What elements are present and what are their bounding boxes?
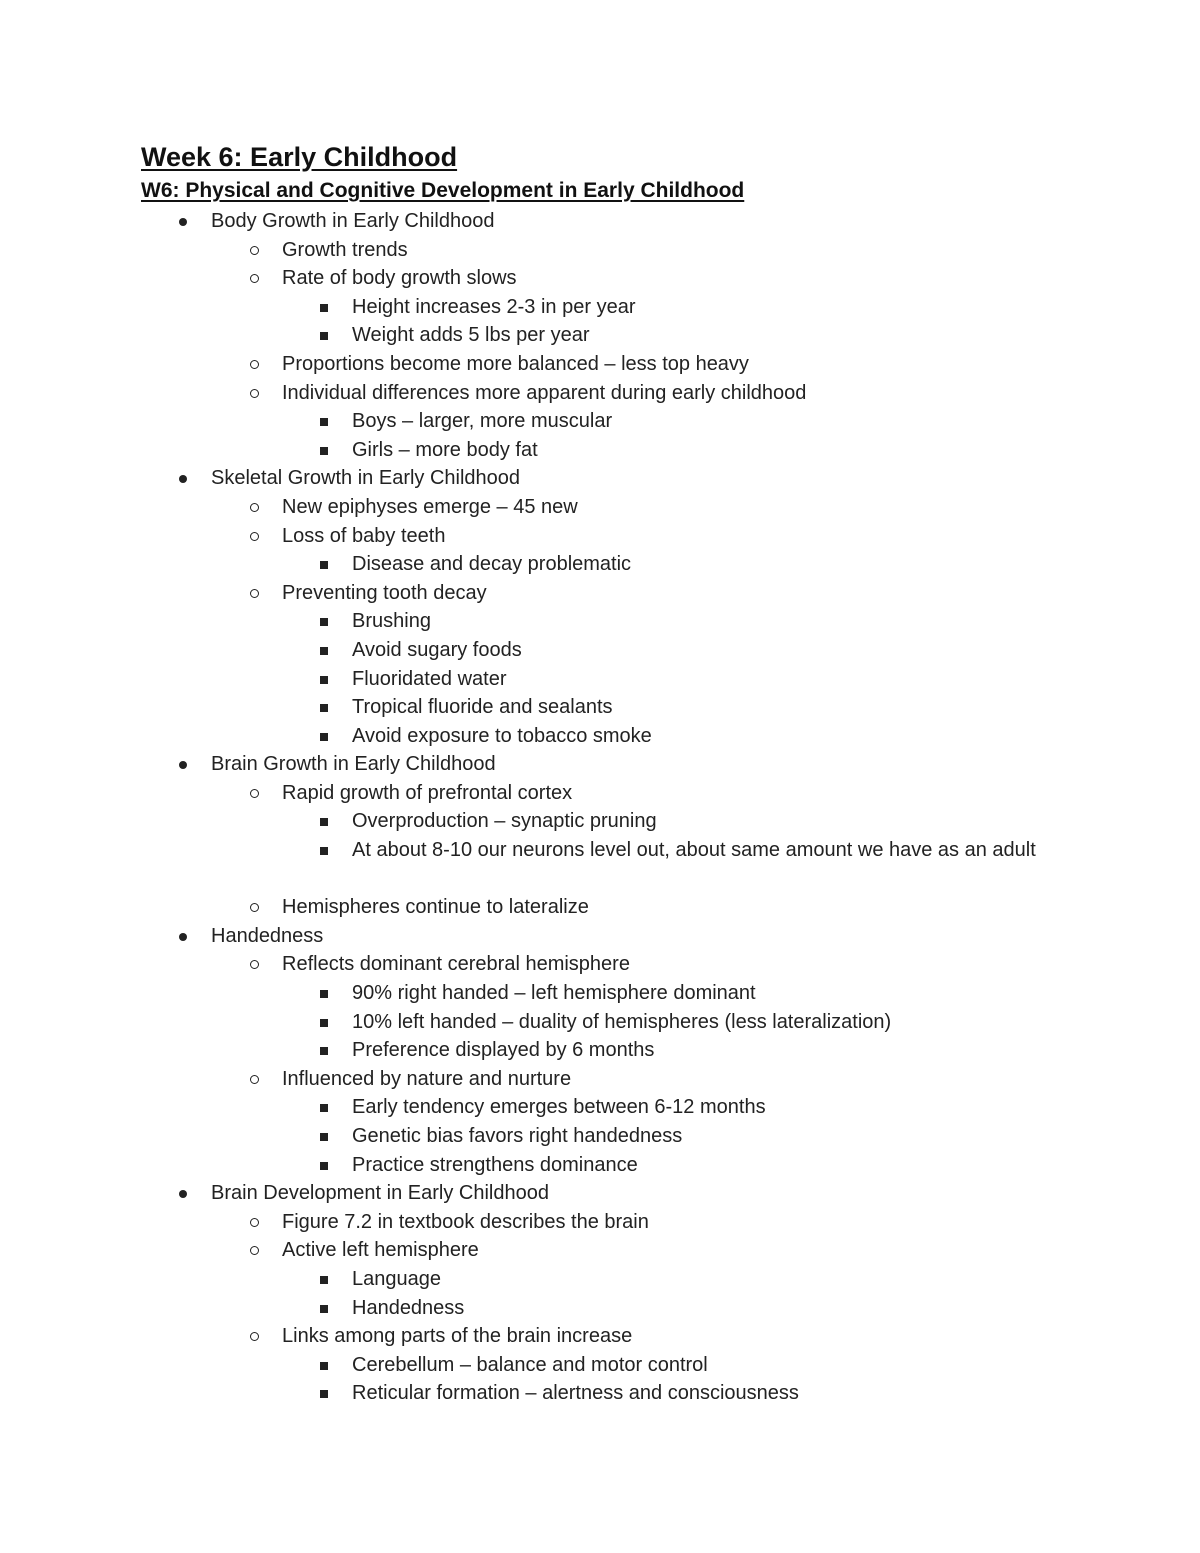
- outline-item-text: Brain Growth in Early Childhood: [211, 753, 496, 776]
- outline-item-level-2: [0, 636, 1200, 665]
- outline-item-text: Loss of baby teeth: [282, 524, 446, 547]
- outline-item-level-1: [0, 1208, 1200, 1237]
- circle-bullet-icon: [249, 379, 269, 408]
- outline-item-level-1: [0, 379, 1200, 408]
- outline-item-level-2: [0, 1008, 1200, 1037]
- outline-item-text: Weight adds 5 lbs per year: [352, 324, 590, 347]
- outline-item-text: Skeletal Growth in Early Childhood: [211, 467, 521, 490]
- outline-item-text: Girls – more body fat: [352, 438, 538, 461]
- document-title: Week 6: Early Childhood: [141, 142, 458, 172]
- circle-bullet-icon: [249, 264, 269, 293]
- outline-item-level-2: [0, 1151, 1200, 1180]
- document-subtitle: W6: Physical and Cognitive Development in Early Childhood: [141, 179, 745, 202]
- outline-item-text: Handedness: [352, 1296, 465, 1319]
- square-bullet-icon: [318, 979, 338, 1008]
- outline-item-level-0: [0, 922, 1200, 951]
- outline-item-text: Tropical fluoride and sealants: [352, 696, 613, 719]
- outline-item-level-0: [0, 750, 1200, 779]
- square-bullet-icon: [318, 665, 338, 694]
- outline-item-level-2: [0, 293, 1200, 322]
- outline-item-text: Influenced by nature and nurture: [282, 1067, 572, 1090]
- outline-item-level-1: [0, 779, 1200, 808]
- square-bullet-icon: [318, 407, 338, 436]
- circle-bullet-icon: [249, 779, 269, 808]
- outline-item-text: Early tendency emerges between 6-12 months: [352, 1096, 766, 1119]
- square-bullet-icon: [318, 836, 338, 865]
- outline-item-level-2: [0, 407, 1200, 436]
- outline-item-text: Body Growth in Early Childhood: [211, 210, 495, 232]
- outline-item-level-1: [0, 264, 1200, 293]
- outline-item-text: New epiphyses emerge – 45 new: [282, 495, 578, 518]
- circle-bullet-icon: [249, 522, 269, 551]
- outline-item-text: Language: [352, 1267, 441, 1290]
- square-bullet-icon: [318, 550, 338, 579]
- outline-item-text: Figure 7.2 in textbook describes the brain: [282, 1210, 649, 1233]
- outline-item-level-2: [0, 1036, 1200, 1065]
- outline-item-text: Practice strengthens dominance: [352, 1153, 638, 1176]
- outline-item-text: Rate of body growth slows: [282, 267, 517, 290]
- bulleted-outline: [0, 207, 1200, 1408]
- outline-item-level-2: [0, 321, 1200, 350]
- disc-bullet-icon: [177, 922, 197, 951]
- circle-bullet-icon: [249, 1065, 269, 1094]
- outline-item-level-1: [0, 522, 1200, 551]
- outline-item-text: Height increases 2-3 in per year: [352, 295, 636, 318]
- outline-item-level-0: [0, 207, 1200, 236]
- outline-item-text: Rapid growth of prefrontal cortex: [282, 781, 573, 804]
- circle-bullet-icon: [249, 1322, 269, 1351]
- outline-item-text: Disease and decay problematic: [352, 553, 632, 576]
- outline-item-level-1: [0, 1065, 1200, 1094]
- outline-item-level-2: [0, 1379, 1200, 1408]
- outline-item-text: Preference displayed by 6 months: [352, 1039, 655, 1062]
- square-bullet-icon: [318, 1351, 338, 1380]
- outline-item-text: Fluoridated water: [352, 667, 507, 690]
- disc-bullet-icon: [177, 1179, 197, 1208]
- outline-item-level-2: [0, 1122, 1200, 1151]
- outline-item-text: Individual differences more apparent during early childhood: [282, 381, 807, 404]
- outline-item-text: At about 8-10 our neurons level out, about same amount we have as an adult: [352, 839, 1036, 862]
- outline-item-level-2: [0, 979, 1200, 1008]
- outline-item-level-0: [0, 464, 1200, 493]
- outline-item-level-2: [0, 836, 1200, 893]
- square-bullet-icon: [318, 807, 338, 836]
- outline-item-level-2: [0, 1093, 1200, 1122]
- outline-item-text: Avoid sugary foods: [352, 638, 522, 661]
- square-bullet-icon: [318, 1151, 338, 1180]
- square-bullet-icon: [318, 1093, 338, 1122]
- circle-bullet-icon: [249, 1236, 269, 1265]
- circle-bullet-icon: [249, 1208, 269, 1237]
- disc-bullet-icon: [177, 750, 197, 779]
- square-bullet-icon: [318, 1294, 338, 1323]
- outline-item-level-2: [0, 665, 1200, 694]
- square-bullet-icon: [318, 436, 338, 465]
- outline-item-level-2: [0, 807, 1200, 836]
- outline-item-text: 10% left handed – duality of hemispheres (less lateralization): [352, 1010, 892, 1033]
- square-bullet-icon: [318, 693, 338, 722]
- outline-item-text: Handedness: [211, 924, 324, 947]
- outline-item-level-1: [0, 893, 1200, 922]
- outline-item-level-1: [0, 1236, 1200, 1265]
- square-bullet-icon: [318, 293, 338, 322]
- outline-item-text: Proportions become more balanced – less top heavy: [282, 352, 749, 375]
- outline-item-text: Active left hemisphere: [282, 1239, 479, 1262]
- outline-item-text: Cerebellum – balance and motor control: [352, 1353, 708, 1376]
- circle-bullet-icon: [249, 893, 269, 922]
- square-bullet-icon: [318, 1036, 338, 1065]
- outline-item-level-2: [0, 1294, 1200, 1323]
- outline-item-level-2: [0, 436, 1200, 465]
- outline-item-level-2: [0, 607, 1200, 636]
- outline-item-level-2: [0, 722, 1200, 751]
- outline-item-text: Genetic bias favors right handedness: [352, 1125, 683, 1147]
- outline-item-text: Preventing tooth decay: [282, 581, 487, 604]
- outline-item-level-1: [0, 579, 1200, 608]
- outline-item-text: Brain Development in Early Childhood: [211, 1182, 549, 1205]
- square-bullet-icon: [318, 636, 338, 665]
- square-bullet-icon: [318, 1379, 338, 1408]
- outline-item-level-1: [0, 350, 1200, 379]
- circle-bullet-icon: [249, 493, 269, 522]
- outline-item-level-1: [0, 236, 1200, 265]
- outline-item-level-2: [0, 693, 1200, 722]
- circle-bullet-icon: [249, 236, 269, 265]
- outline-item-text: Reticular formation – alertness and consciousness: [352, 1382, 799, 1405]
- square-bullet-icon: [318, 1122, 338, 1151]
- outline-item-text: Links among parts of the brain increase: [282, 1325, 633, 1348]
- square-bullet-icon: [318, 321, 338, 350]
- outline-item-level-1: [0, 1322, 1200, 1351]
- square-bullet-icon: [318, 1265, 338, 1294]
- circle-bullet-icon: [249, 579, 269, 608]
- outline-item-text: Reflects dominant cerebral hemisphere: [282, 953, 630, 976]
- outline-item-text: Growth trends: [282, 238, 408, 261]
- outline-item-level-1: [0, 950, 1200, 979]
- outline-item-level-2: [0, 1351, 1200, 1380]
- outline-item-text: Brushing: [352, 610, 431, 633]
- circle-bullet-icon: [249, 950, 269, 979]
- disc-bullet-icon: [177, 207, 197, 236]
- outline-item-level-2: [0, 1265, 1200, 1294]
- outline-item-level-0: [0, 1179, 1200, 1208]
- outline-item-text: Overproduction – synaptic pruning: [352, 810, 657, 833]
- square-bullet-icon: [318, 722, 338, 751]
- outline-item-text: Hemispheres continue to lateralize: [282, 896, 589, 919]
- outline-item-text: Boys – larger, more muscular: [352, 410, 613, 433]
- square-bullet-icon: [318, 1008, 338, 1037]
- outline-item-text: 90% right handed – left hemisphere dominant: [352, 982, 756, 1005]
- square-bullet-icon: [318, 607, 338, 636]
- outline-item-level-2: [0, 550, 1200, 579]
- outline-item-text: Avoid exposure to tobacco smoke: [352, 724, 652, 747]
- disc-bullet-icon: [177, 464, 197, 493]
- outline-item-level-1: [0, 493, 1200, 522]
- circle-bullet-icon: [249, 350, 269, 379]
